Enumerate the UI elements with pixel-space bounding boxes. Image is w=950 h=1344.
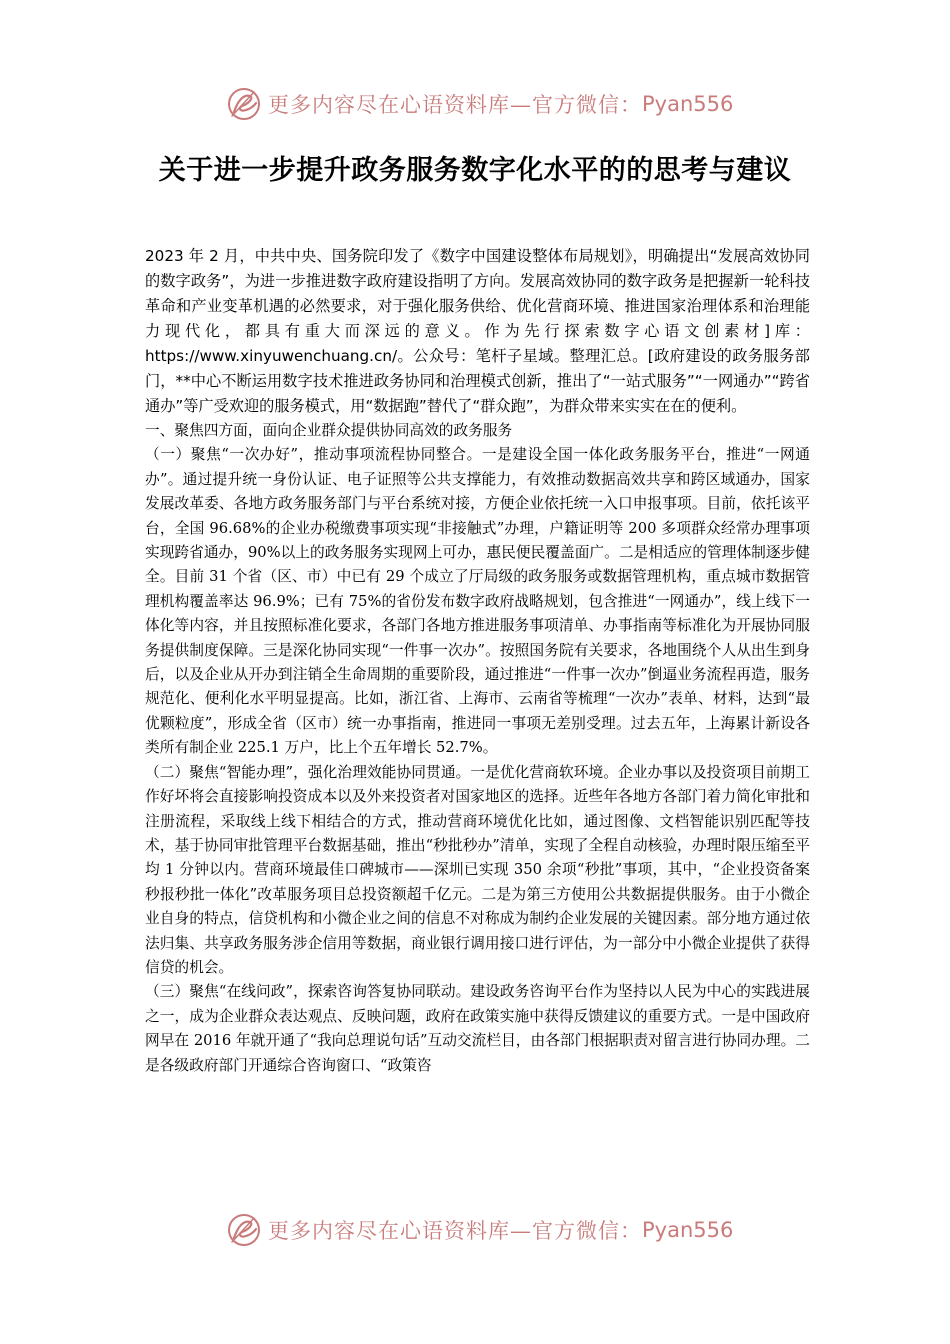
- watermark-label: 更多内容尽在心语资料库—官方微信：: [268, 1219, 642, 1243]
- section-heading: 一、聚焦四方面，面向企业群众提供协同高效的政务服务: [145, 422, 513, 439]
- watermark-footer: [226, 1210, 746, 1250]
- document-title: 关于进一步提升政务服务数字化水平的的思考与建议: [158, 155, 792, 186]
- watermark-wechat-id: Pyan556: [642, 1218, 734, 1242]
- paragraph-2: （二）聚焦“智能办理”，强化治理效能协同贯通。一是优化营商软环境。企业办事以及投资项目前期工作好坏将会直接影响投资成本以及外来投资者对国家地区的选择。近些年各地方各部门着力简化审批和注册流程，采取线上线下相结合的方式，推动营商环境优化比如，通过图像、文档智能识别匹配等技术，基于协同审批管理平台数据基础，推出“秒批秒办”清单，实现了全程自动核验，办理时限压缩至平均 1 分钟以内。营商环境最佳口碑城市——深圳已实现 350 余项“秒批”事项，其中，“企业投资备案秒报秒批一体化”改革服务项目总投资额超千亿元。二是为第三方使用公共数据提供服务。由于小微企业自身的特点，信贷机构和小微企业之间的信息不对称成为制约企业发展的关键因素。部分地方通过依法归集、共享政务服务涉企信用等数据，商业银行调用接口进行评估，为一部分中小微企业提供了获得信贷的机会。: [145, 763, 810, 976]
- paragraph-3: （三）聚焦“在线问政”，探索咨询答复协同联动。建设政务咨询平台作为坚持以人民为中心的实践进展之一，成为企业群众表达观点、反映问题，政府在政策实施中获得反馈建议的重要方式。一是中国政府网早在 2016 年就开通了“我向总理说句话”互动交流栏目，由各部门根据职责对留言进行协同办理。二是各级政府部门开通综合咨询窗口、“政策咨: [145, 983, 810, 1074]
- watermark-wechat-id: Pyan556: [642, 92, 734, 116]
- document-body: [145, 244, 810, 1078]
- signature-logo-icon: [226, 86, 262, 122]
- watermark-header: [226, 84, 746, 124]
- signature-logo-icon: [226, 1212, 262, 1248]
- watermark-label: 更多内容尽在心语资料库—官方微信：: [268, 93, 642, 117]
- paragraph-1: （一）聚焦“一次办好”，推动事项流程协同整合。一是建设全国一体化政务服务平台，推进“一网通办”。通过提升统一身份认证、电子证照等公共支撑能力，有效推动数据高效共享和跨区域通办，国家发展改革委、各地方政务服务部门与平台系统对接，方便企业依托统一入口申报事项。目前，依托该平台，全国 96.68%的企业办税缴费事项实现“非接触式”办理，户籍证明等 200 多项群众经常办理事项实现跨省通办，90%以上的政务服务实现网上可办，惠民便民覆盖面广。二是相适应的管理体制逐步健全。目前 31 个省（区、市）中已有 29 个成立了厅局级的政务服务或数据管理机构，重点城市数据管理机构覆盖率达 96.9%；已有 75%的省份发布数字政府战略规划，包含推进“一网通办”，线上线下一体化等内容，并且按照标准化要求，各部门各地方推进服务事项清单、办事指南等标准化为开展协同服务提供制度保障。三是深化协同实现“一件事一次办”。按照国务院有关要求，各地围绕个人从出生到身后，以及企业从开办到注销全生命周期的重要阶段，通过推进“一件事一次办”倒逼业务流程再造，服务规范化、便利化水平明显提高。比如，浙江省、上海市、云南省等梳理“一次办”表单、材料，达到“最优颗粒度”，形成全省（区市）统一办事指南，推进同一事项无差别受理。过去五年，上海累计新设各类所有制企业 225.1 万户，比上个五年增长 52.7%。: [145, 446, 810, 757]
- intro-paragraph: 2023 年 2 月，中共中央、国务院印发了《数字中国建设整体布局规划》，明确提出“发展高效协同的数字政务”，为进一步推进数字政府建设指明了方向。发展高效协同的数字政务是把握新一轮科技革命和产业变革机遇的必然要求，对于强化服务供给、优化营商环境、推进国家治理体系和治理能力现代化，都具有重大而深远的意义。作为先行探索数字心语文创素材]库：https://www.xinyuwenchuang.cn/。公众号：笔杆子星域。整理汇总。[政府建设的政务服务部门，**中心不断运用数字技术推进政务协同和治理模式创新，推出了“一站式服务”“一网通办”“跨省通办”等广受欢迎的服务模式，用“数据跑”替代了“群众跑”，为群众带来实实在在的便利。: [145, 247, 810, 415]
